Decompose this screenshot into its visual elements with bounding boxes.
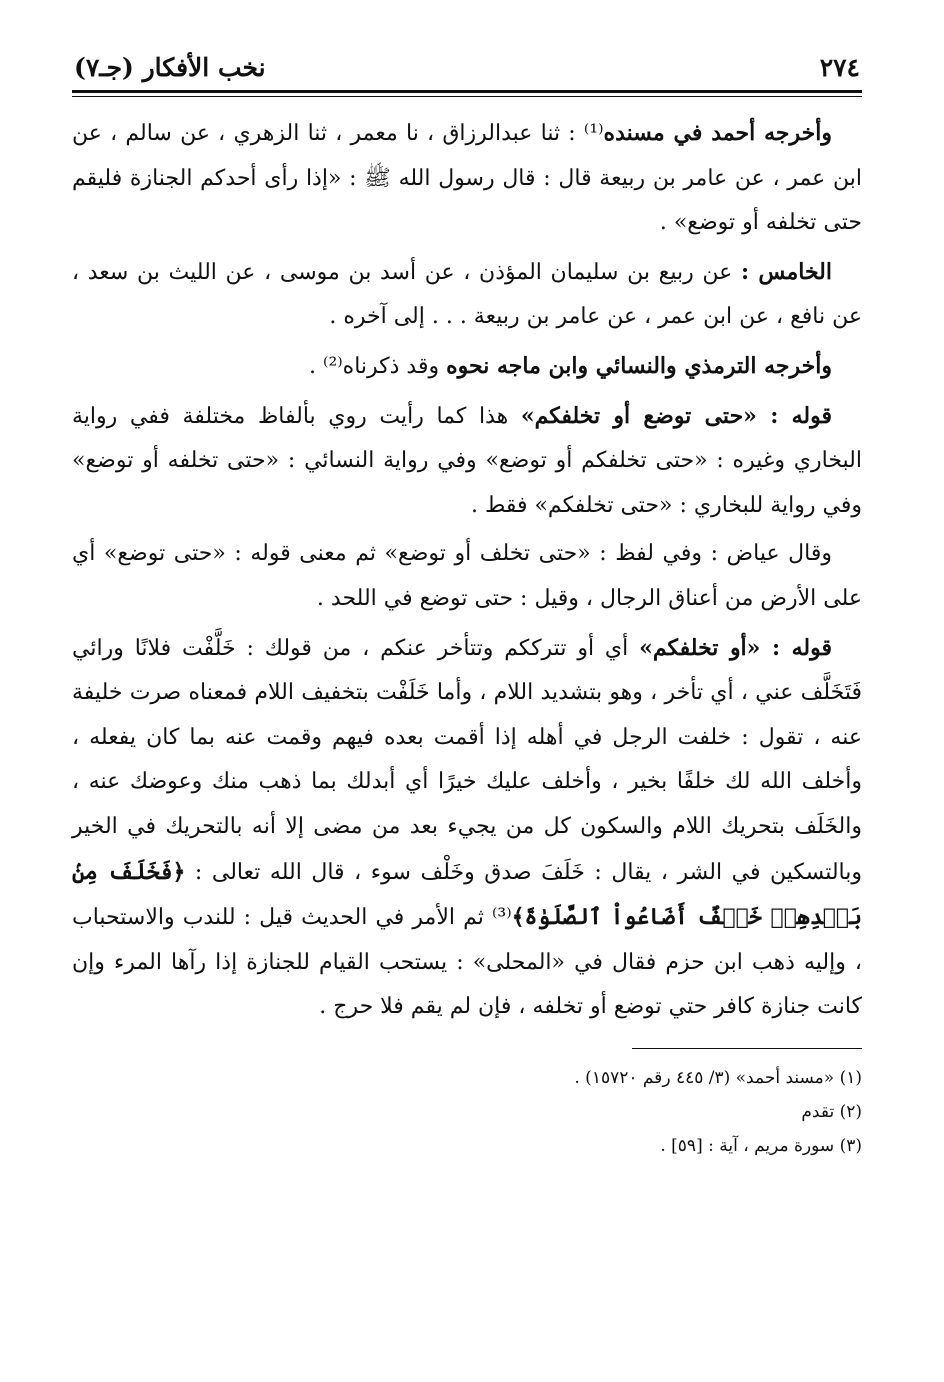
bold-run: ﴿فَخَلَفَ مِنۢ بَعۡدِهِمۡ خَلۡفٌ أَضَاعُواْ ٱلصَّلَوٰةَ﴾ bbox=[72, 858, 863, 931]
bold-run: قوله : «أو تخلفكم» bbox=[639, 634, 832, 661]
text-run: وقال عياض : وفي لفظ : «حتى تخلف أو توضع» ثم معنى قوله : «حتى توضع» أي على الأرض من أعناق الرجال ، وقيل : حتى توضع في اللحد . bbox=[72, 541, 862, 611]
bold-run: قوله : «حتى توضع أو تخلفكم» bbox=[520, 402, 832, 429]
paragraph-2 bbox=[72, 250, 862, 340]
document-page bbox=[72, 50, 862, 1163]
bold-run: وأخرجه أحمد في مسنده bbox=[603, 120, 832, 146]
paragraph-5 bbox=[72, 532, 862, 621]
paragraph-3 bbox=[72, 344, 862, 390]
paragraph-6 bbox=[72, 626, 862, 1030]
bold-run: وأخرجه الترمذي والنسائي وابن ماجه نحوه bbox=[446, 352, 832, 379]
page-header bbox=[72, 50, 862, 86]
text-run: ⁽³⁾ ثم الأمر في الحديث قيل : للندب والاستحباب ، وإليه ذهب ابن حزم فقال في «المحلى» : يستحب القيام للجنازة إذا رآها المرء وإن كانت جنازة كافر حتي توضع أو تخلفه ، فإن لم يقم فلا حرج . bbox=[72, 905, 862, 1020]
paragraph-1 bbox=[72, 111, 862, 246]
paragraph-4 bbox=[72, 394, 862, 529]
text-run: أي أو تترككم وتتأخر عنكم ، من قولك : خَلَّفْت فلانًا ورائي فَتَخَلَّف عني ، أي تأخر ، وهو بتشديد اللام ، وأما خَلَفْت بتخفيف اللام فمعناه صرت خليفة عنه ، تقول : خلفت الرجل في أهله إذا أقمت بعده فيهم وقمت عنه بما كان يفعله ، وأخلف الله لك خلفًا بخير ، وأخلف عليك خيرًا أي أبدلك بما ذهب منك وعوضك عنه ، والخَلَف بتحريك اللام والسكون كل من يجيء بعد من مضى إلا أنه بالتحريك في الخير وبالتسكين في الشر ، يقال : خَلَفَ صدق وخَلْف سوء ، قال الله تعالى : bbox=[72, 635, 862, 885]
footnote-2: (٢) تقدم bbox=[801, 1101, 862, 1122]
text-run: هذا كما رأيت روي بألفاظ مختلفة ففي رواية البخاري وغيره : «حتى تخلفكم أو توضع» وفي رواية النسائي : «حتى تخلفه أو توضع» وفي رواية للبخاري : «حتى تخلفكم» فقط . bbox=[72, 403, 862, 518]
header-rule-thin bbox=[72, 96, 862, 97]
book-title: نخب الأفكار (جـ٧) bbox=[74, 53, 266, 82]
footnotes bbox=[72, 1061, 862, 1163]
body-text bbox=[72, 111, 862, 1030]
header-rule-thick bbox=[72, 90, 862, 93]
footnote-separator bbox=[632, 1048, 862, 1049]
text-run: وقد ذكرناه⁽²⁾ . bbox=[309, 353, 447, 379]
text-run: عن ربيع بن سليمان المؤذن ، عن أسد بن موسى ، عن الليث بن سعد ، عن نافع ، عن ابن عمر ، عن عامر بن ربيعة . . . إلى آخره . bbox=[72, 259, 862, 330]
footnote-3: (٣) سورة مريم ، آية : [٥٩] . bbox=[660, 1135, 862, 1156]
bold-run: الخامس : bbox=[740, 258, 832, 285]
footnote-1: (١) «مسند أحمد» (٣/ ٤٤٥ رقم ١٥٧٢٠) . bbox=[574, 1067, 862, 1088]
text-run: ⁽¹⁾ : ثنا عبدالرزاق ، نا معمر ، ثنا الزهري ، عن سالم ، عن ابن عمر ، عن عامر بن ربيعة قال : قال رسول الله ﷺ : «إذا رأى أحدكم الجنازة فليقم حتى تخلفه أو توضع» . bbox=[72, 121, 862, 236]
page-number: ٢٧٤ bbox=[819, 53, 860, 82]
